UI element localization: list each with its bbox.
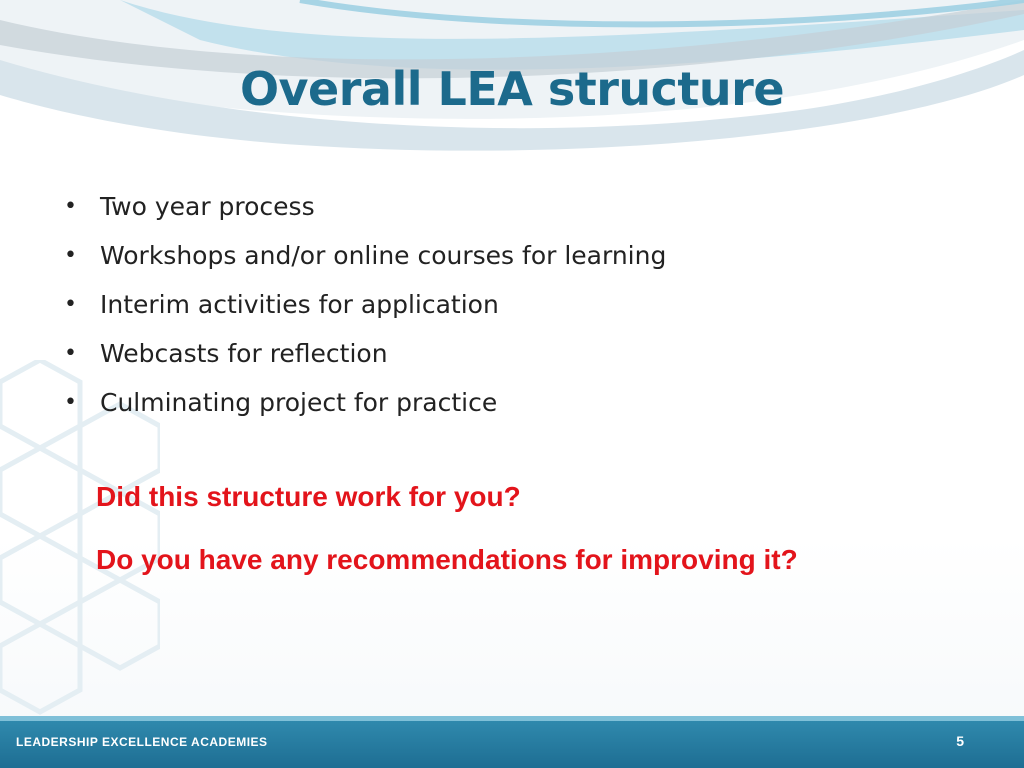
bullet-item: [64, 186, 666, 235]
bullet-text: Webcasts for reflection: [100, 339, 388, 368]
slide-title: Overall LEA structure: [239, 62, 785, 116]
question-recommendations: Do you have any recommendations for improving it?: [96, 544, 798, 575]
bullet-list: [64, 186, 666, 431]
bullet-glyph: •: [64, 292, 77, 317]
page-number: 5: [956, 733, 964, 749]
bullet-text: Culminating project for practice: [100, 388, 498, 417]
footer-bar: [0, 721, 1024, 768]
bullet-glyph: •: [64, 243, 77, 268]
question-structure: Did this structure work for you?: [96, 481, 521, 512]
bullet-item: [64, 333, 666, 382]
bullet-glyph: •: [64, 194, 77, 219]
bullet-text: Workshops and/or online courses for learning: [100, 241, 667, 270]
bullet-glyph: •: [64, 341, 77, 366]
bullet-text: Interim activities for application: [100, 290, 499, 319]
bullet-item: [64, 382, 666, 431]
bullet-glyph: •: [64, 390, 77, 415]
bullet-item: [64, 235, 666, 284]
footer-organization: LEADERSHIP EXCELLENCE ACADEMIES: [16, 735, 268, 749]
bullet-item: [64, 284, 666, 333]
bullet-text: Two year process: [100, 192, 315, 221]
